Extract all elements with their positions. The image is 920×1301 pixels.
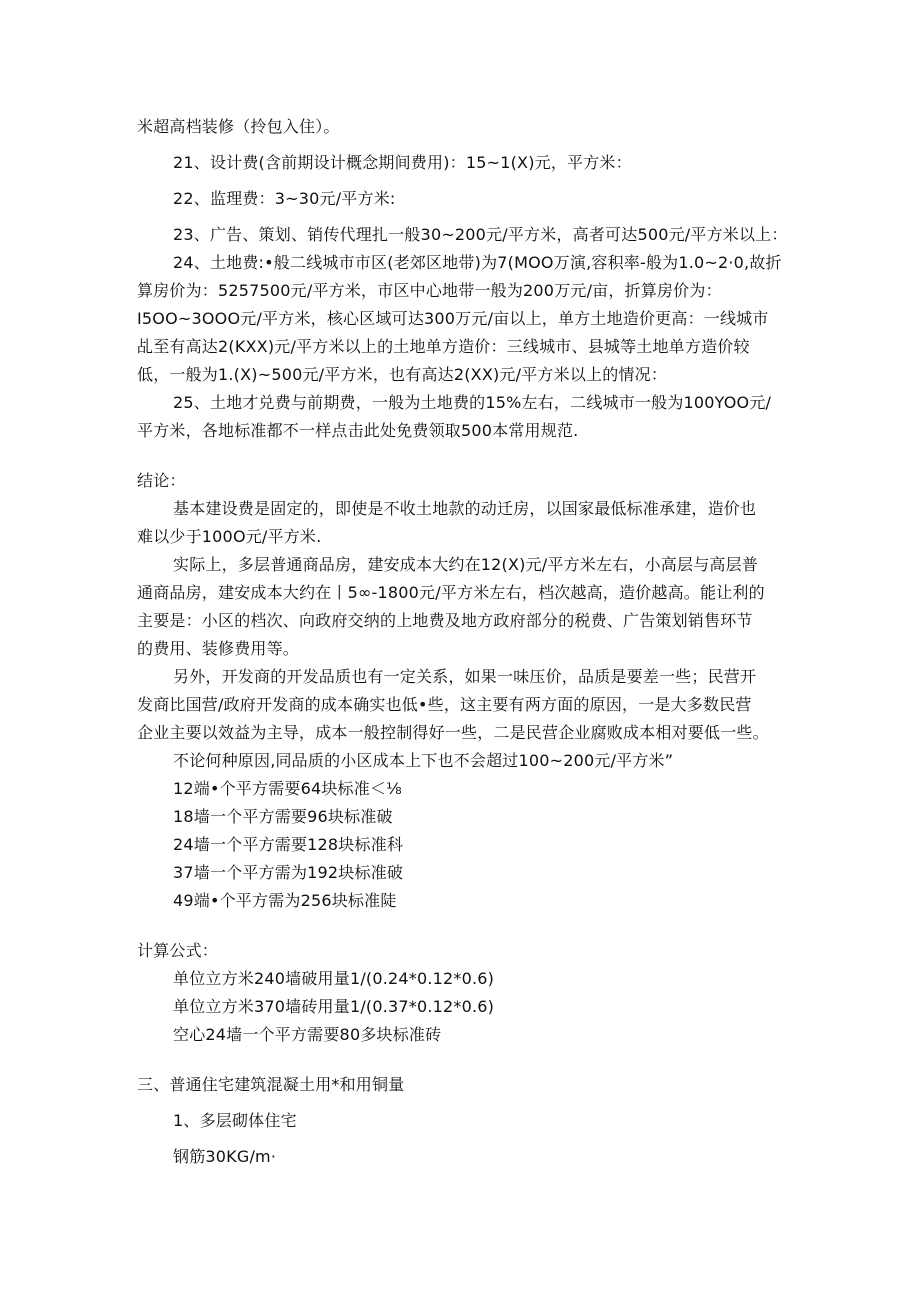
list-item: 12端•个平方需要64块标准＜⅛	[173, 779, 402, 798]
brick-list	[137, 775, 797, 915]
text-line: 发商比国营/政府开发商的成本确实也低•些，这主要有两方面的原因，一是大多数民营	[137, 695, 752, 714]
section-3-heading: 三、普通住宅建筑混凝土用*和用铜量	[137, 1075, 405, 1094]
item-24	[137, 249, 797, 389]
text-line: 25、土地才兑费与前期费，一般为土地费的15%左右，二线城市一般为100YOO元/	[173, 393, 772, 412]
steel-usage: 钢筋30KG∕m·	[173, 1147, 277, 1166]
item-23: 23、广告、策划、销传代理扎一般30~200元/平方米，高者可达500元/平方米以上：	[173, 225, 788, 244]
list-item: 49端•个平方需为256块标准陡	[173, 891, 397, 910]
formula-line: 单位立方米370墙砖用量1/(0.37*0.12*0.6)	[173, 997, 495, 1016]
text-line: 基本建设费是固定的，即使是不收土地款的动迁房，以国家最低标准承建，造价也	[173, 499, 757, 518]
formula-heading: 计算公式：	[137, 941, 219, 960]
text-line: 的费用、装修费用等。	[137, 639, 300, 658]
section-3-subheading: 1、多层砌体住宅	[173, 1111, 297, 1130]
conclusion-heading: 结论：	[137, 471, 186, 490]
text-line: 实际上，多层普通商品房，建安成本大约在12(X)元/平方米左右，小高层与高层普	[173, 555, 758, 574]
text-line: 主要是：小区的档次、向政府交纳的上地费及地方政府部分的税费、广告策划销售环节	[137, 611, 753, 630]
conclusion-paragraph-2	[137, 551, 797, 663]
text-line: 低，一般为1.(X)~500元/平方米，也有高达2(XX)元/平方米以上的情况：	[137, 365, 668, 384]
conclusion-paragraph-1	[137, 495, 797, 551]
item-22: 22、监理费：3~30元/平方米:	[173, 189, 396, 208]
item-21: 21、设计费(含前期设计概念期间费用)：15~1(X)元，平方米：	[173, 153, 632, 172]
text-line: 平方米，各地标准都不一样点击此处免费领取500本常用规范.	[137, 421, 579, 440]
text-line: 算房价为：5257500元/平方米，市区中心地带一般为200万元/亩，折算房价为：	[137, 281, 722, 300]
formula-line: 单位立方米240墙破用量1/(0.24*0.12*0.6)	[173, 969, 495, 988]
document-page	[137, 113, 797, 1171]
text-line: 24、土地费:•般二线城市市区(老郊区地带)为7(MOO万演,容积率-般为1.0~2·0,故折	[173, 253, 782, 272]
formula-list	[137, 965, 797, 1049]
list-item: 18墙一个平方需要96块标准破	[173, 807, 393, 826]
formula-line: 空心24墙一个平方需要80多块标准砖	[173, 1025, 442, 1044]
conclusion-paragraph-4: 不论何种原因,同品质的小区成本上下也不会超过100~200元/平方米”	[173, 751, 674, 770]
text-line: I5OO~3OOO元/平方米，核心区域可达300万元/亩以上，单方土地造价更高：一线城市	[137, 309, 769, 328]
text-line: 另外，开发商的开发品质也有一定关系，如果一味压价，品质是要差一些；民营开	[173, 667, 757, 686]
text-line: 米超高档装修（拎包入住）。	[137, 117, 340, 136]
list-item: 37墙一个平方需为192块标准破	[173, 863, 404, 882]
item-25	[137, 389, 797, 445]
text-line: 难以少于100O元/平方米.	[137, 527, 322, 546]
text-line: 企业主要以效益为主导，成本一般控制得好一些，二是民营企业腐败成本相对要低一些。	[137, 723, 769, 742]
list-item: 24墙一个平方需要128块标准科	[173, 835, 404, 854]
text-line: 通商品房，建安成本大约在丨5∞-1800元/平方米左右，档次越高，造价越高。能让利的	[137, 583, 765, 602]
text-line: 乩至有高达2(KXX)元/平方米以上的土地单方造价：三线城市、县城等土地单方造价较	[137, 337, 750, 356]
conclusion-paragraph-3	[137, 663, 797, 747]
